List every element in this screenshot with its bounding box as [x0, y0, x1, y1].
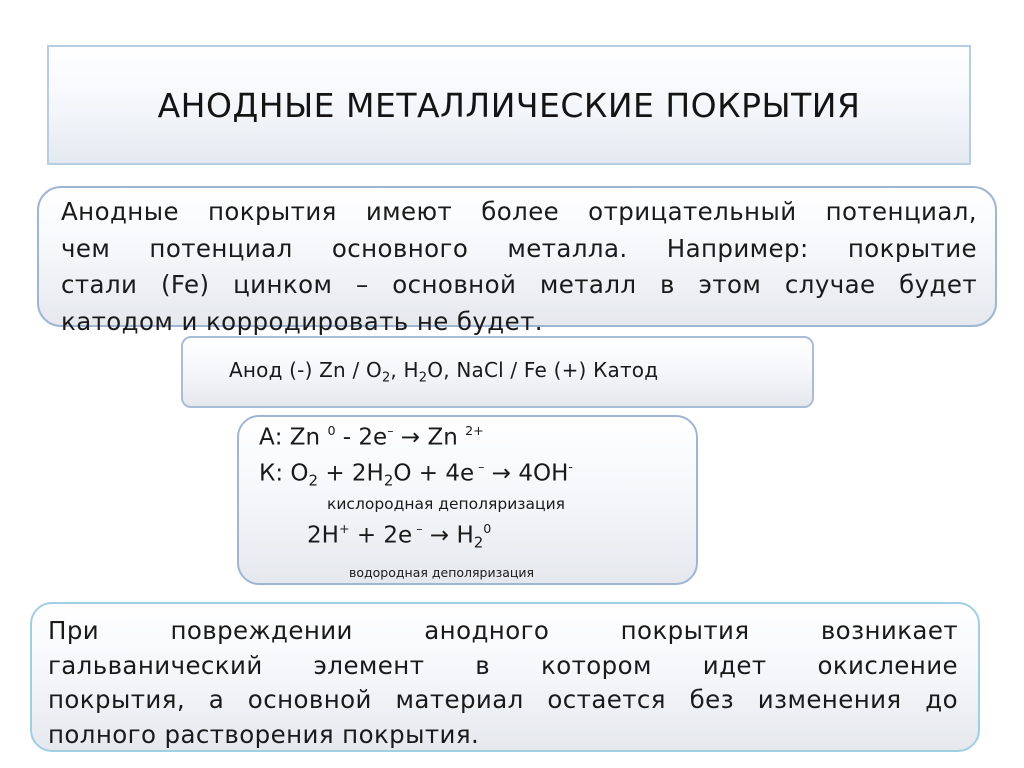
cathode-eq-prefix: К: O	[259, 460, 309, 487]
hydrogen-h2-subscript: 2	[473, 533, 484, 552]
scheme-part-anode: Анод (-) Zn / O	[229, 358, 382, 383]
corrosion-scheme	[229, 358, 658, 386]
cathode-o2-subscript: 2	[308, 471, 319, 490]
cathode-h2-subscript: 2	[383, 471, 394, 490]
hydrogen-eq-prefix: 2H	[307, 522, 339, 549]
scheme-h2-subscript: 2	[418, 370, 428, 386]
cathode-hydrogen-equation	[307, 521, 491, 552]
conclusion-line-4: полного растворения покрытия.	[48, 719, 480, 749]
hydrogen-eq-middle: + 2e	[349, 522, 413, 549]
cathode-oh-charge: -	[568, 459, 573, 474]
conclusion-line-2: гальванический элемент в котором идет окисление	[48, 650, 958, 680]
slide-title: АНОДНЫЕ МЕТАЛЛИЧЕСКИЕ ПОКРЫТИЯ	[157, 85, 861, 125]
anode-zn-charge: 0	[327, 423, 336, 438]
intro-line-2: чем потенциал основного металла. Например: покрытие	[61, 233, 977, 263]
hydrogen-depolarization-note: водородная деполяризация	[349, 565, 535, 580]
equations-box	[237, 415, 698, 585]
intro-line-4: катодом и корродировать не будет.	[61, 306, 543, 336]
intro-box	[37, 186, 997, 336]
hydrogen-h2-charge: 0	[483, 521, 492, 536]
scheme-part-water: , H	[390, 358, 419, 383]
conclusion-line-1: При повреждении анодного покрытия возникает	[48, 616, 958, 645]
hydrogen-electron-sign: –	[412, 521, 423, 536]
hydrogen-eq-arrow: → H	[422, 522, 474, 549]
scheme-o2-subscript: 2	[381, 370, 391, 386]
cathode-oxygen-equation	[259, 459, 573, 490]
corrosion-scheme-box	[181, 336, 814, 408]
conclusion-box	[30, 602, 980, 752]
cathode-electron-sign: –	[474, 459, 485, 474]
cathode-eq-middle: + 2H	[318, 460, 384, 487]
anode-eq-middle: - 2e	[335, 424, 388, 451]
scheme-part-rest: O, NaCl / Fe (+) Катод	[427, 358, 659, 383]
intro-line-3: стали (Fe) цинком – основной металл в этом случае будет	[61, 270, 977, 299]
anode-product-charge: 2+	[465, 423, 484, 438]
anode-eq-arrow: → Zn	[393, 424, 466, 451]
anode-eq-prefix: А: Zn	[259, 424, 328, 451]
anode-equation	[259, 423, 484, 450]
cathode-eq-tail: O + 4e	[393, 460, 475, 487]
conclusion-line-3: покрытия, а основной материал остается без изменения до	[48, 685, 958, 714]
hydrogen-ion-charge: +	[338, 521, 350, 536]
anode-electron-sign: –	[387, 423, 394, 438]
intro-line-1: Анодные покрытия имеют более отрицательный потенциал,	[61, 197, 977, 226]
oxygen-depolarization-note: кислородная деполяризация	[327, 495, 565, 513]
title-box	[47, 45, 971, 165]
cathode-eq-arrow: → 4OH	[484, 460, 569, 487]
